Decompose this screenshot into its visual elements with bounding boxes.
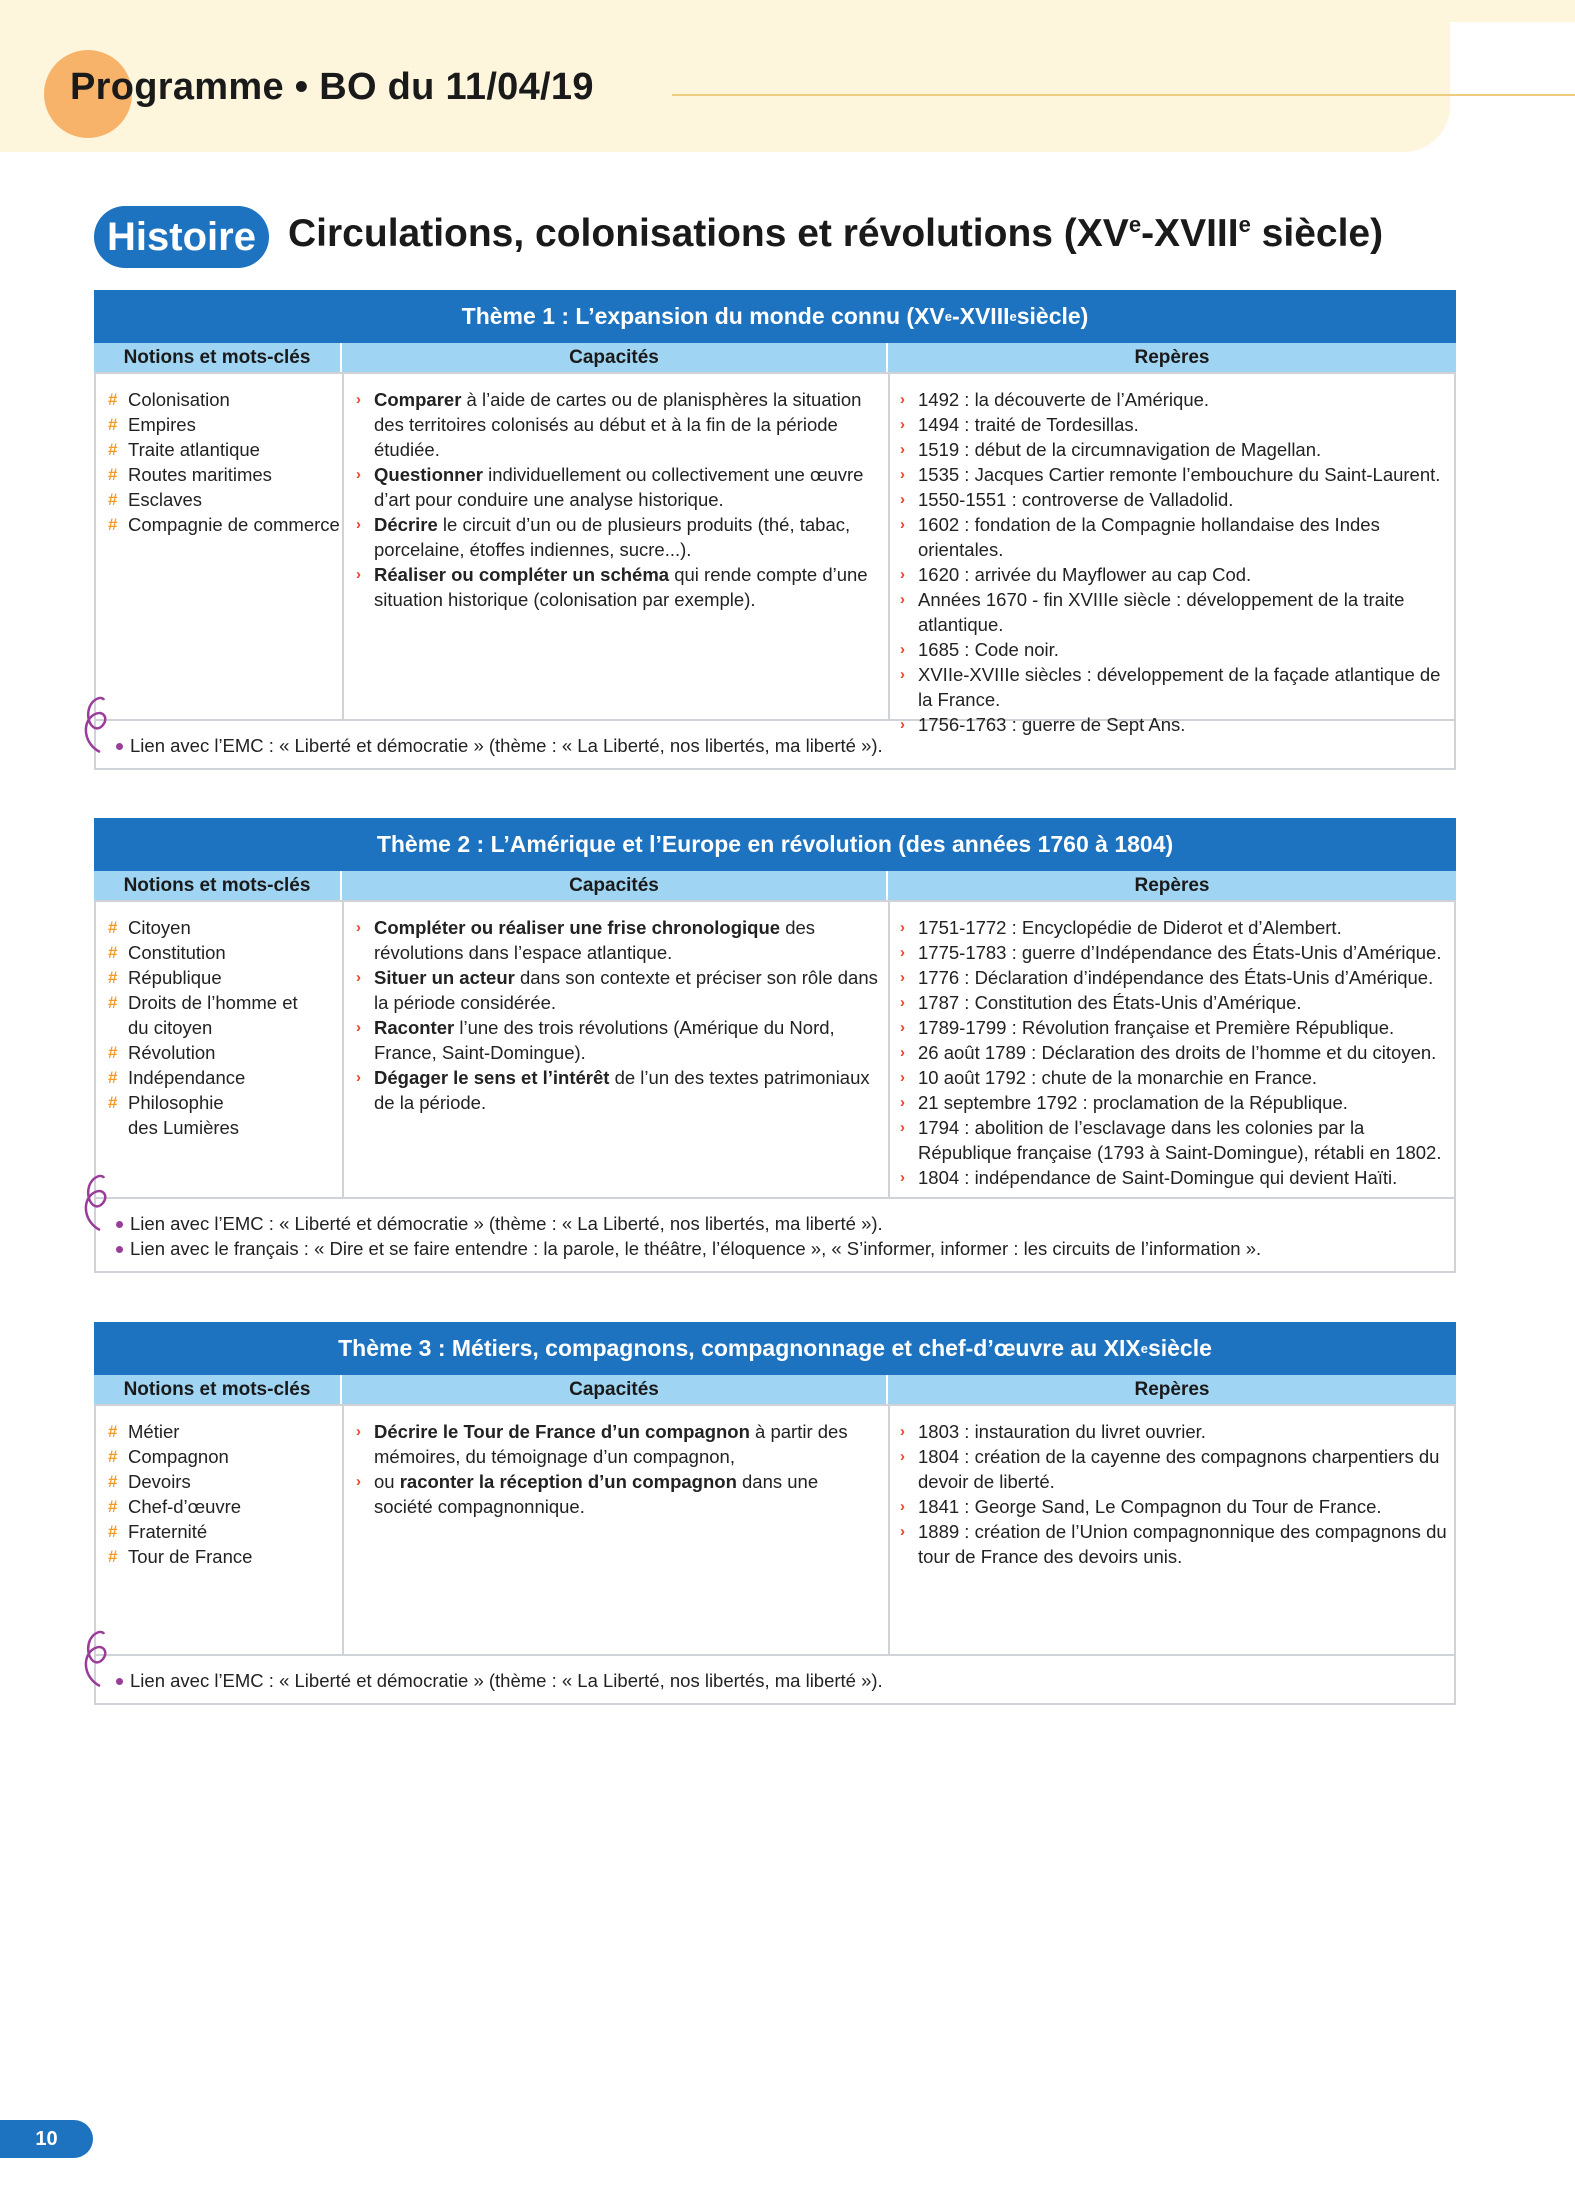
repere-item: › 1756-1763 : guerre de Sept Ans. — [900, 714, 1186, 735]
capacite-item: › Compléter ou réaliser une frise chronologique des révolutions dans l’espace atlantique. — [356, 917, 816, 963]
repere-item: › 21 septembre 1792 : proclamation de la République. — [900, 1092, 1348, 1113]
chevron-right-icon: › — [900, 1094, 905, 1111]
hash-icon: # — [108, 943, 118, 962]
notion-item: # Compagnie de commerce — [108, 514, 340, 535]
chevron-right-icon: › — [900, 1119, 905, 1136]
chevron-right-icon: › — [900, 1523, 905, 1540]
theme-1-links — [94, 721, 1456, 770]
programme-title: Programme • BO du 11/04/19 — [70, 66, 594, 108]
hash-icon: # — [108, 1422, 118, 1441]
chevron-right-icon: › — [900, 1423, 905, 1440]
link-line: Lien avec l’EMC : « Liberté et démocratie » (thème : « La Liberté, nos libertés, ma liberté »). — [96, 1668, 1454, 1693]
chevron-right-icon: › — [900, 516, 905, 533]
chevron-right-icon: › — [356, 969, 361, 986]
link-line: Lien avec l’EMC : « Liberté et démocratie » (thème : « La Liberté, nos libertés, ma liberté »). — [96, 733, 1454, 758]
theme-1-table — [94, 290, 1456, 780]
repere-item: › 1492 : la découverte de l’Amérique. — [900, 389, 1210, 410]
theme-2-table — [94, 818, 1456, 1284]
column-header-capacites: Capacités — [342, 343, 888, 372]
column-header-capacites: Capacités — [342, 1375, 888, 1404]
repere-item: › 1841 : George Sand, Le Compagnon du Tour de France. — [900, 1496, 1382, 1517]
hash-icon: # — [108, 918, 118, 937]
reperes-column — [890, 1406, 1456, 1654]
subject-pill: Histoire — [94, 206, 269, 268]
hash-icon: # — [108, 993, 118, 1012]
chevron-right-icon: › — [356, 1019, 361, 1036]
chevron-right-icon: › — [900, 1448, 905, 1465]
capacites-column — [344, 374, 890, 719]
hash-icon: # — [108, 415, 118, 434]
capacite-item: › Décrire le circuit d’un ou de plusieurs produits (thé, tabac, porcelaine, étoffes indiennes, sucre...). — [356, 514, 851, 560]
notion-item: # Chef-d’œuvre — [108, 1496, 242, 1517]
repere-item: › 10 août 1792 : chute de la monarchie en France. — [900, 1067, 1318, 1088]
column-header-notions: Notions et mots-clés — [94, 1375, 342, 1404]
repere-item: › 1775-1783 : guerre d’Indépendance des États-Unis d’Amérique. — [900, 942, 1442, 963]
repere-item: › 1535 : Jacques Cartier remonte l’embouchure du Saint-Laurent. — [900, 464, 1441, 485]
chevron-right-icon: › — [900, 1044, 905, 1061]
notion-item: # Empires — [108, 414, 196, 435]
notion-item: # Tour de France — [108, 1546, 253, 1567]
hash-icon: # — [108, 1497, 118, 1516]
chevron-right-icon: › — [900, 1169, 905, 1186]
capacite-item: › Raconter l’une des trois révolutions (Amérique du Nord, France, Saint-Domingue). — [356, 1017, 835, 1063]
notion-item: # Citoyen — [108, 917, 191, 938]
chevron-right-icon: › — [900, 716, 905, 733]
bullet-icon — [116, 1678, 123, 1685]
notions-column — [96, 902, 344, 1197]
chevron-right-icon: › — [900, 441, 905, 458]
header-band-right — [1290, 0, 1575, 22]
repere-item: › 1789-1799 : Révolution française et Première République. — [900, 1017, 1395, 1038]
repere-item: › XVIIe-XVIIIe siècles : développement de la façade atlantique de la France. — [900, 664, 1441, 710]
notion-item: # Constitution — [108, 942, 226, 963]
hash-icon: # — [108, 515, 118, 534]
theme-2-links — [94, 1199, 1456, 1273]
hash-icon: # — [108, 968, 118, 987]
page-number: 10 — [0, 2120, 93, 2158]
repere-item: › 1620 : arrivée du Mayflower au cap Cod. — [900, 564, 1252, 585]
section-title: Circulations, colonisations et révolutions (XVe-XVIIIe siècle) — [288, 212, 1384, 255]
hash-icon: # — [108, 490, 118, 509]
chevron-right-icon: › — [356, 1423, 361, 1440]
link-line: Lien avec l’EMC : « Liberté et démocratie » (thème : « La Liberté, nos libertés, ma liberté »). — [96, 1211, 1454, 1236]
hash-icon: # — [108, 1547, 118, 1566]
chevron-right-icon: › — [900, 1069, 905, 1086]
bullet-icon — [116, 1246, 123, 1253]
notion-item: # Esclaves — [108, 489, 203, 510]
repere-item: › 1685 : Code noir. — [900, 639, 1059, 660]
chevron-right-icon: › — [356, 391, 361, 408]
repere-item: › 1602 : fondation de la Compagnie hollandaise des Indes orientales. — [900, 514, 1380, 560]
capacites-column — [344, 902, 890, 1197]
repere-item: › 1550-1551 : controverse de Valladolid. — [900, 489, 1234, 510]
chevron-right-icon: › — [356, 466, 361, 483]
notion-item: # Droits de l’homme et du citoyen — [108, 992, 298, 1038]
hash-icon: # — [108, 1522, 118, 1541]
theme-2-title: Thème 2 : L’Amérique et l’Europe en révolution (des années 1760 à 1804) — [94, 818, 1456, 871]
chevron-right-icon: › — [900, 391, 905, 408]
chevron-right-icon: › — [900, 591, 905, 608]
hash-icon: # — [108, 440, 118, 459]
notion-item: # République — [108, 967, 222, 988]
chevron-right-icon: › — [900, 416, 905, 433]
reperes-column — [890, 902, 1456, 1197]
column-header-reperes: Repères — [888, 871, 1456, 900]
notion-item: # Philosophie des Lumières — [108, 1092, 240, 1138]
bullet-icon — [116, 1221, 123, 1228]
theme-3-body — [94, 1404, 1456, 1656]
repere-item: › 1519 : début de la circumnavigation de Magellan. — [900, 439, 1322, 460]
capacite-item: › Comparer à l’aide de cartes ou de planisphères la situation des territoires colonisés au début et à la fin de la période étudiée. — [356, 389, 862, 460]
curl-link-icon — [80, 1172, 114, 1232]
notion-item: # Traite atlantique — [108, 439, 260, 460]
hash-icon: # — [108, 390, 118, 409]
capacite-item: › Décrire le Tour de France d’un compagnon à partir des mémoires, du témoignage d’un compagnon, — [356, 1421, 848, 1467]
repere-item: › 1794 : abolition de l’esclavage dans les colonies par la République française (1793 à Saint-Domingue), rétabli en 1802. — [900, 1117, 1442, 1163]
header-divider — [672, 94, 1575, 96]
reperes-column — [890, 374, 1456, 735]
notion-item: # Devoirs — [108, 1471, 191, 1492]
capacite-item: › Questionner individuellement ou collectivement une œuvre d’art pour conduire une analyse historique. — [356, 464, 864, 510]
hash-icon: # — [108, 1093, 118, 1112]
bullet-icon — [116, 743, 123, 750]
hash-icon: # — [108, 1472, 118, 1491]
repere-item: › 1889 : création de l’Union compagnonnique des compagnons du tour de France des devoirs unis. — [900, 1521, 1447, 1567]
chevron-right-icon: › — [900, 994, 905, 1011]
theme-2-body — [94, 900, 1456, 1199]
repere-item: › 1803 : instauration du livret ouvrier. — [900, 1421, 1206, 1442]
chevron-right-icon: › — [900, 969, 905, 986]
chevron-right-icon: › — [356, 1473, 361, 1490]
curl-link-icon — [80, 1628, 114, 1688]
column-header-reperes: Repères — [888, 343, 1456, 372]
hash-icon: # — [108, 1447, 118, 1466]
theme-1-body — [94, 372, 1456, 735]
notions-column — [96, 1406, 344, 1654]
repere-item: › 26 août 1789 : Déclaration des droits de l’homme et du citoyen. — [900, 1042, 1437, 1063]
capacite-item: › Dégager le sens et l’intérêt de l’un des textes patrimoniaux de la période. — [356, 1067, 870, 1113]
notion-item: # Compagnon — [108, 1446, 229, 1467]
chevron-right-icon: › — [356, 1069, 361, 1086]
capacite-item: › ou raconter la réception d’un compagnon dans une société compagnonnique. — [356, 1471, 819, 1517]
link-line: Lien avec le français : « Dire et se faire entendre : la parole, le théâtre, l’éloquence », « S’informer, informer : les circuits de l’information ». — [96, 1236, 1454, 1261]
repere-item: › 1776 : Déclaration d’indépendance des États-Unis d’Amérique. — [900, 967, 1434, 988]
repere-item: › 1804 : indépendance de Saint-Domingue qui devient Haïti. — [900, 1167, 1398, 1188]
notion-item: # Indépendance — [108, 1067, 246, 1088]
chevron-right-icon: › — [900, 666, 905, 683]
chevron-right-icon: › — [900, 491, 905, 508]
chevron-right-icon: › — [900, 641, 905, 658]
theme-3-title: Thème 3 : Métiers, compagnons, compagnonnage et chef-d’œuvre au XIX e siècle — [94, 1322, 1456, 1375]
chevron-right-icon: › — [900, 566, 905, 583]
repere-item: › Années 1670 - fin XVIIIe siècle : développement de la traite atlantique. — [900, 589, 1405, 635]
chevron-right-icon: › — [900, 1498, 905, 1515]
repere-item: › 1804 : création de la cayenne des compagnons charpentiers du devoir de liberté. — [900, 1446, 1440, 1492]
hash-icon: # — [108, 1068, 118, 1087]
capacite-item: › Situer un acteur dans son contexte et préciser son rôle dans la période considérée. — [356, 967, 878, 1013]
column-header-notions: Notions et mots-clés — [94, 871, 342, 900]
chevron-right-icon: › — [356, 566, 361, 583]
chevron-right-icon: › — [900, 944, 905, 961]
notion-item: # Métier — [108, 1421, 180, 1442]
theme-3-table — [94, 1322, 1456, 1712]
capacite-item: › Réaliser ou compléter un schéma qui rende compte d’une situation historique (colonisation par exemple). — [356, 564, 868, 610]
repere-item: › 1494 : traité de Tordesillas. — [900, 414, 1139, 435]
chevron-right-icon: › — [900, 466, 905, 483]
chevron-right-icon: › — [356, 919, 361, 936]
notions-column — [96, 374, 344, 719]
column-header-reperes: Repères — [888, 1375, 1456, 1404]
notion-item: # Colonisation — [108, 389, 230, 410]
column-header-capacites: Capacités — [342, 871, 888, 900]
repere-item: › 1787 : Constitution des États-Unis d’Amérique. — [900, 992, 1302, 1013]
chevron-right-icon: › — [900, 1019, 905, 1036]
hash-icon: # — [108, 1043, 118, 1062]
chevron-right-icon: › — [900, 919, 905, 936]
curl-link-icon — [80, 694, 114, 754]
theme-3-links — [94, 1656, 1456, 1705]
notion-item: # Révolution — [108, 1042, 216, 1063]
hash-icon: # — [108, 465, 118, 484]
column-header-notions: Notions et mots-clés — [94, 343, 342, 372]
theme-1-title: Thème 1 : L’expansion du monde connu (XV e -XVIII e siècle) — [94, 290, 1456, 343]
notion-item: # Fraternité — [108, 1521, 208, 1542]
chevron-right-icon: › — [356, 516, 361, 533]
repere-item: › 1751-1772 : Encyclopédie de Diderot et d’Alembert. — [900, 917, 1342, 938]
notion-item: # Routes maritimes — [108, 464, 272, 485]
capacites-column — [344, 1406, 890, 1654]
